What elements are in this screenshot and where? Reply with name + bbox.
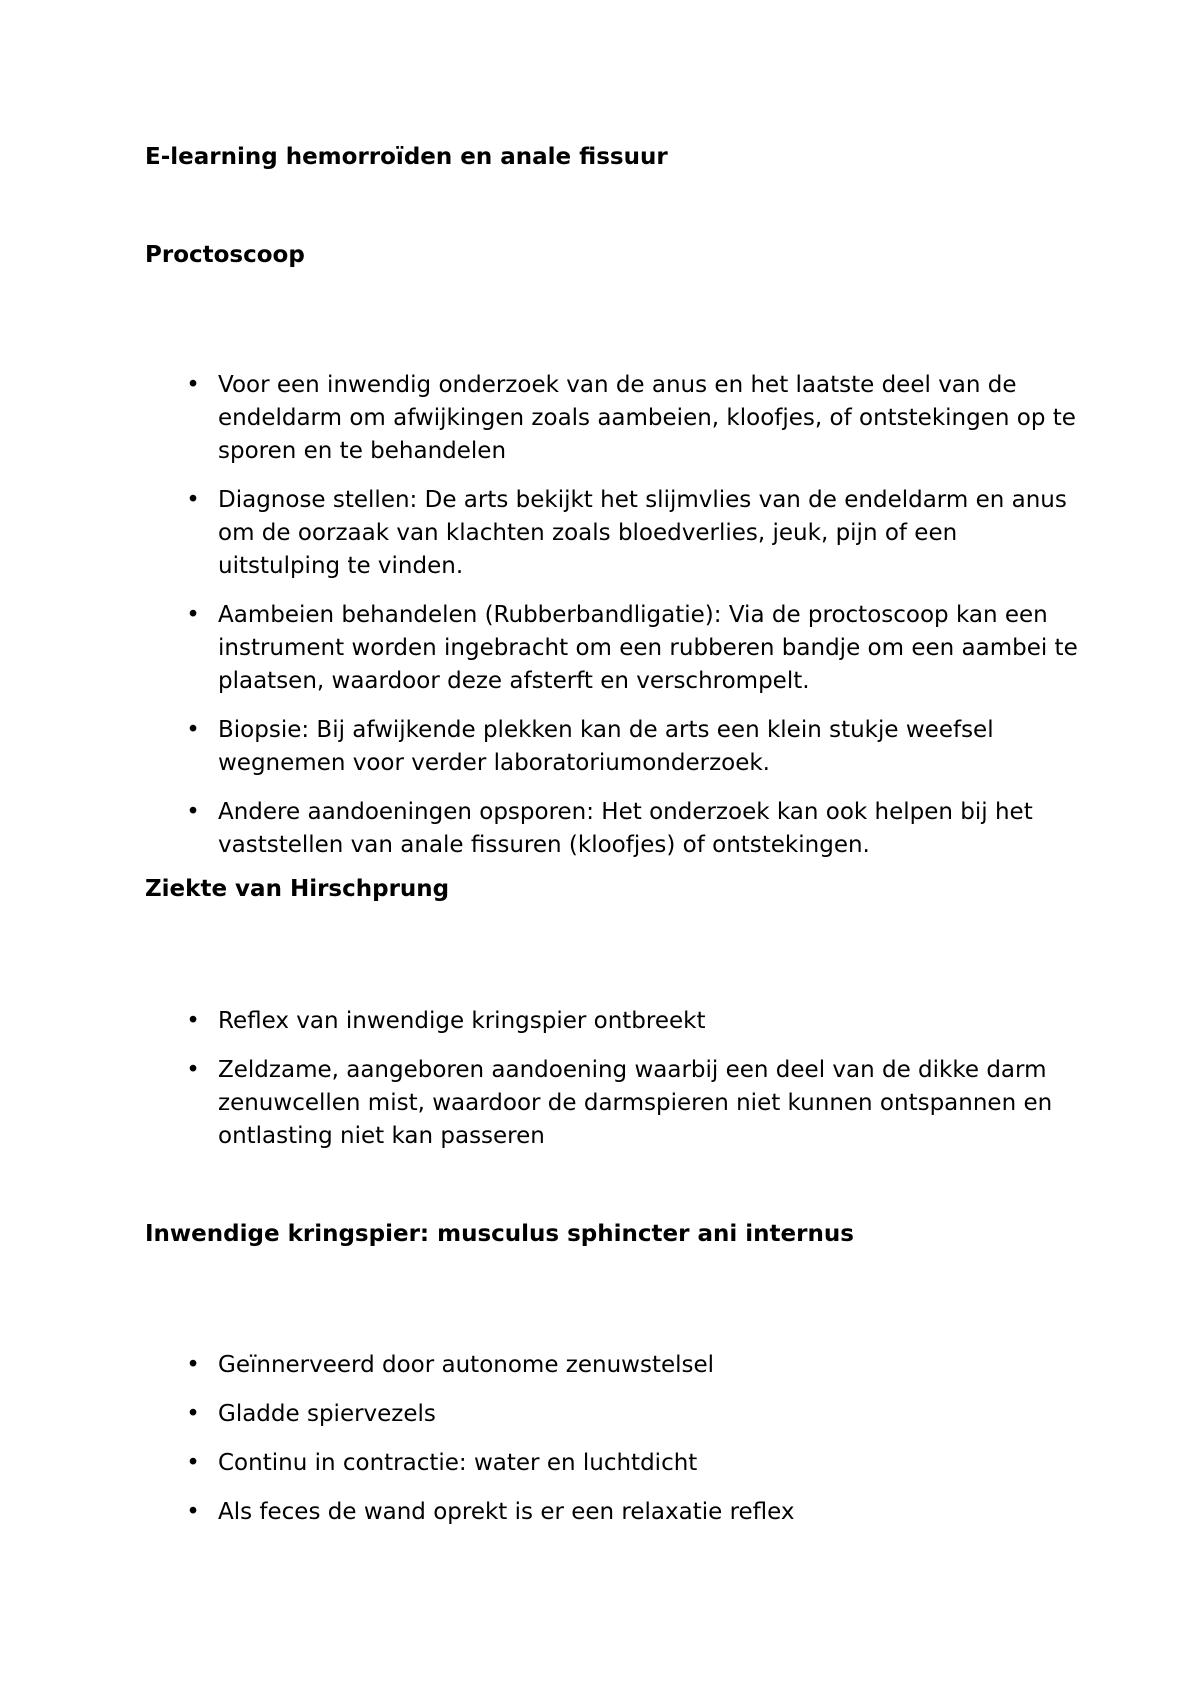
list-item: • Geïnnerveerd door autonome zenuwstelsel xyxy=(145,1349,1085,1382)
bullet-icon: • xyxy=(186,1008,200,1034)
hirschprung-list xyxy=(145,1005,1085,1169)
bullet-icon: • xyxy=(186,1450,200,1476)
section-heading-sphincter: Inwendige kringspier: musculus sphincter ani internus xyxy=(145,1221,854,1247)
list-item: • Andere aandoeningen opsporen: Het onderzoek kan ook helpen bij het vaststellen van anale fissuren (kloofjes) of ontstekingen. xyxy=(145,796,1085,862)
bullet-icon: • xyxy=(186,1499,200,1525)
sphincter-list xyxy=(145,1349,1085,1545)
document-title: E-learning hemorroïden en anale fissuur xyxy=(145,144,668,170)
list-item: • Voor een inwendig onderzoek van de anus en het laatste deel van de endeldarm om afwijkingen zoals aambeien, kloofjes, of ontstekingen op te sporen en te behandelen xyxy=(145,369,1085,468)
list-item: • Zeldzame, aangeboren aandoening waarbij een deel van de dikke darm zenuwcellen mist, waardoor de darmspieren niet kunnen ontspannen en ontlasting niet kan passeren xyxy=(145,1054,1085,1153)
bullet-icon: • xyxy=(186,372,200,398)
list-item: • Als feces de wand oprekt is er een relaxatie reflex xyxy=(145,1496,1085,1529)
section-heading-proctoscoop: Proctoscoop xyxy=(145,242,305,268)
section-heading-hirschprung: Ziekte van Hirschprung xyxy=(145,876,450,902)
list-item: • Aambeien behandelen (Rubberbandligatie): Via de proctoscoop kan een instrument worden ingebracht om een rubberen bandje om een aambei te plaatsen, waardoor deze afsterft en verschrompelt. xyxy=(145,599,1085,698)
list-item: • Biopsie: Bij afwijkende plekken kan de arts een klein stukje weefsel wegnemen voor verder laboratoriumonderzoek. xyxy=(145,714,1085,780)
proctoscoop-list xyxy=(145,369,1085,878)
bullet-icon: • xyxy=(186,1057,200,1083)
list-item: • Diagnose stellen: De arts bekijkt het slijmvlies van de endeldarm en anus om de oorzaak van klachten zoals bloedverlies, jeuk, pijn of een uitstulping te vinden. xyxy=(145,484,1085,583)
bullet-icon: • xyxy=(186,799,200,825)
bullet-icon: • xyxy=(186,717,200,743)
bullet-icon: • xyxy=(186,1352,200,1378)
list-item: • Gladde spiervezels xyxy=(145,1398,1085,1431)
list-item: • Continu in contractie: water en luchtdicht xyxy=(145,1447,1085,1480)
list-item: • Reflex van inwendige kringspier ontbreekt xyxy=(145,1005,1085,1038)
bullet-icon: • xyxy=(186,1401,200,1427)
bullet-icon: • xyxy=(186,602,200,628)
bullet-icon: • xyxy=(186,487,200,513)
